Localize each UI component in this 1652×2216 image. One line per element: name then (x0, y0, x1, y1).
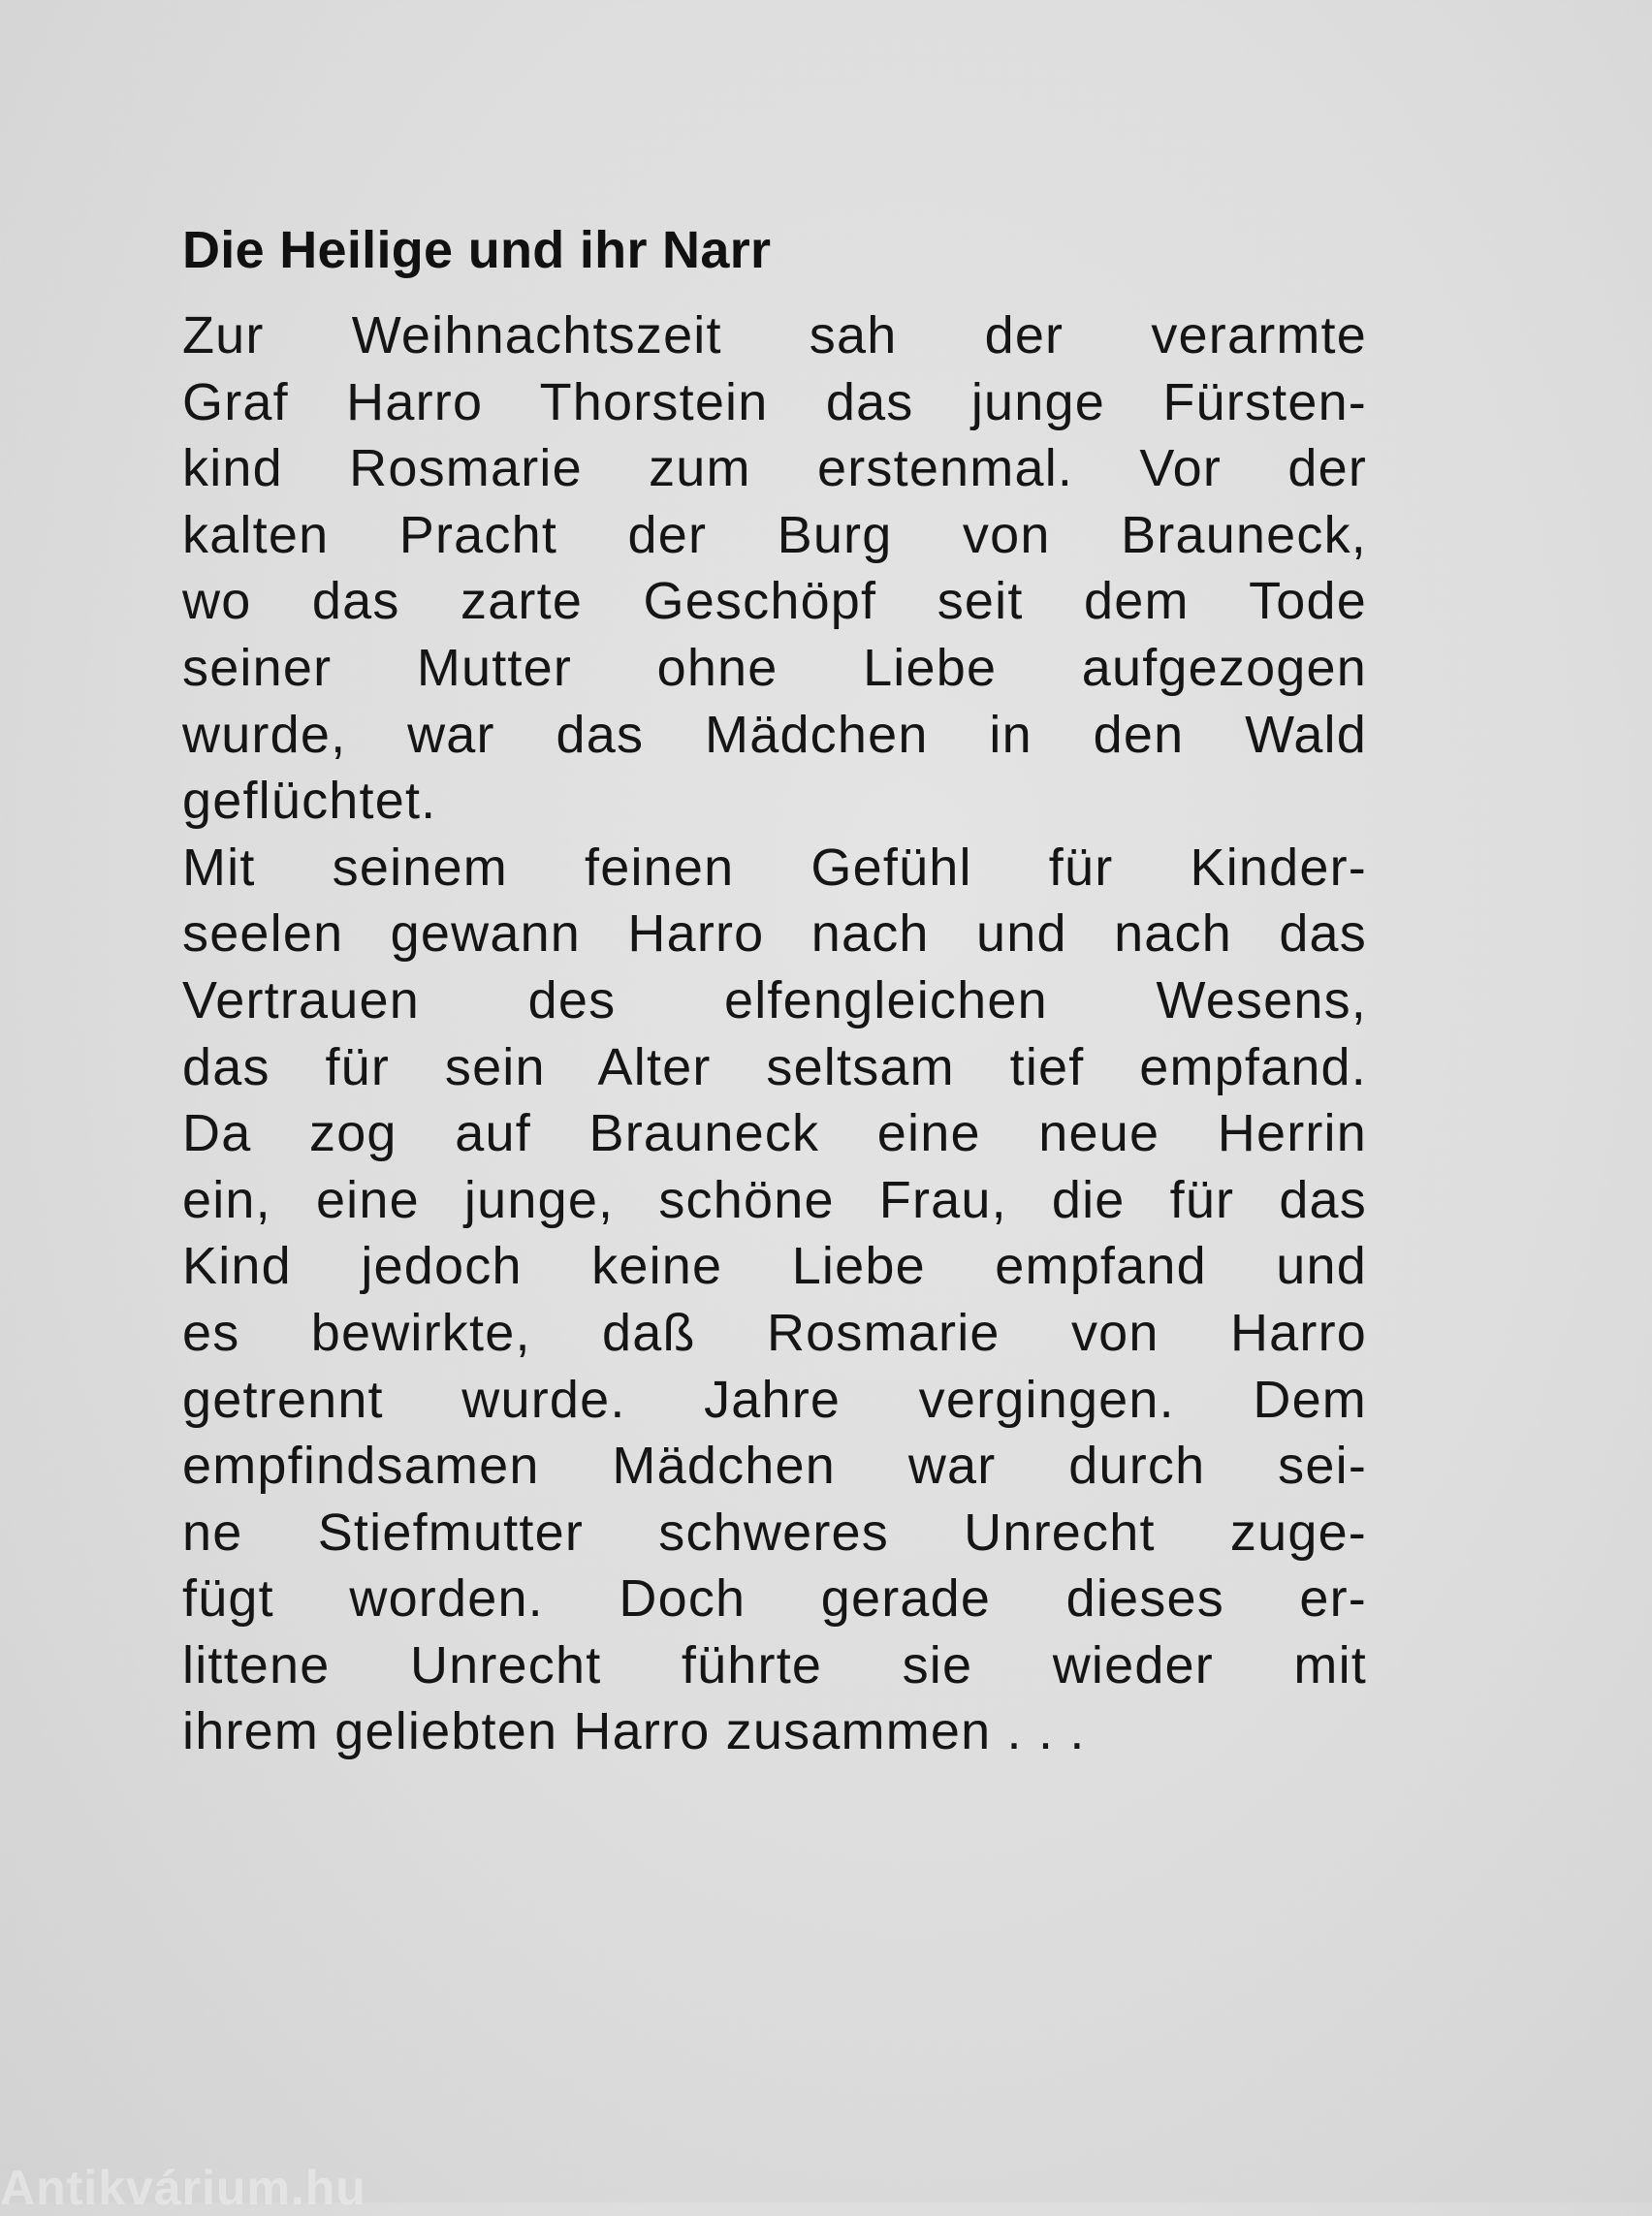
blurb-line: seiner Mutter ohne Liebe aufgezogen (182, 638, 1367, 697)
blurb-line: ne Stiefmutter schweres Unrecht zuge- (182, 1503, 1367, 1562)
blurb-line: Da zog auf Brauneck eine neue Herrin (182, 1104, 1367, 1163)
blurb-line: getrennt wurde. Jahre vergingen. Dem (182, 1370, 1367, 1429)
book-title: Die Heilige und ihr Narr (182, 221, 772, 279)
blurb-line: das für sein Alter seltsam tief empfand. (182, 1037, 1367, 1096)
blurb-line: geflüchtet. (182, 772, 437, 831)
blurb-line: kalten Pracht der Burg von Brauneck, (182, 505, 1367, 564)
blurb-line: ein, eine junge, schöne Frau, die für das (182, 1170, 1367, 1229)
blurb-line: empfindsamen Mädchen war durch sei- (182, 1437, 1367, 1496)
blurb-line: littene Unrecht führte sie wieder mit (182, 1635, 1367, 1694)
blurb-line: ihrem geliebten Harro zusammen . . . (182, 1702, 1086, 1761)
blurb-line: Kind jedoch keine Liebe empfand und (182, 1237, 1367, 1296)
blurb-line: seelen gewann Harro nach und nach das (182, 904, 1367, 964)
watermark: Antikvárium.hu (0, 2161, 366, 2215)
blurb-line: kind Rosmarie zum erstenmal. Vor der (182, 439, 1367, 498)
blurb-line: Mit seinem feinen Gefühl für Kinder- (182, 838, 1367, 897)
blurb-line: Graf Harro Thorstein das junge Fürsten- (182, 372, 1367, 431)
blurb-line: wo das zarte Geschöpf seit dem Tode (182, 572, 1367, 631)
blurb-line: fügt worden. Doch gerade dieses er- (182, 1569, 1367, 1629)
blurb-text (182, 302, 1367, 1765)
blurb-line: es bewirkte, daß Rosmarie von Harro (182, 1303, 1367, 1362)
blurb-line: Zur Weihnachtszeit sah der verarmte (182, 306, 1367, 364)
blurb-line: wurde, war das Mädchen in den Wald (182, 705, 1367, 764)
blurb-line: Vertrauen des elfengleichen Wesens, (182, 970, 1367, 1029)
